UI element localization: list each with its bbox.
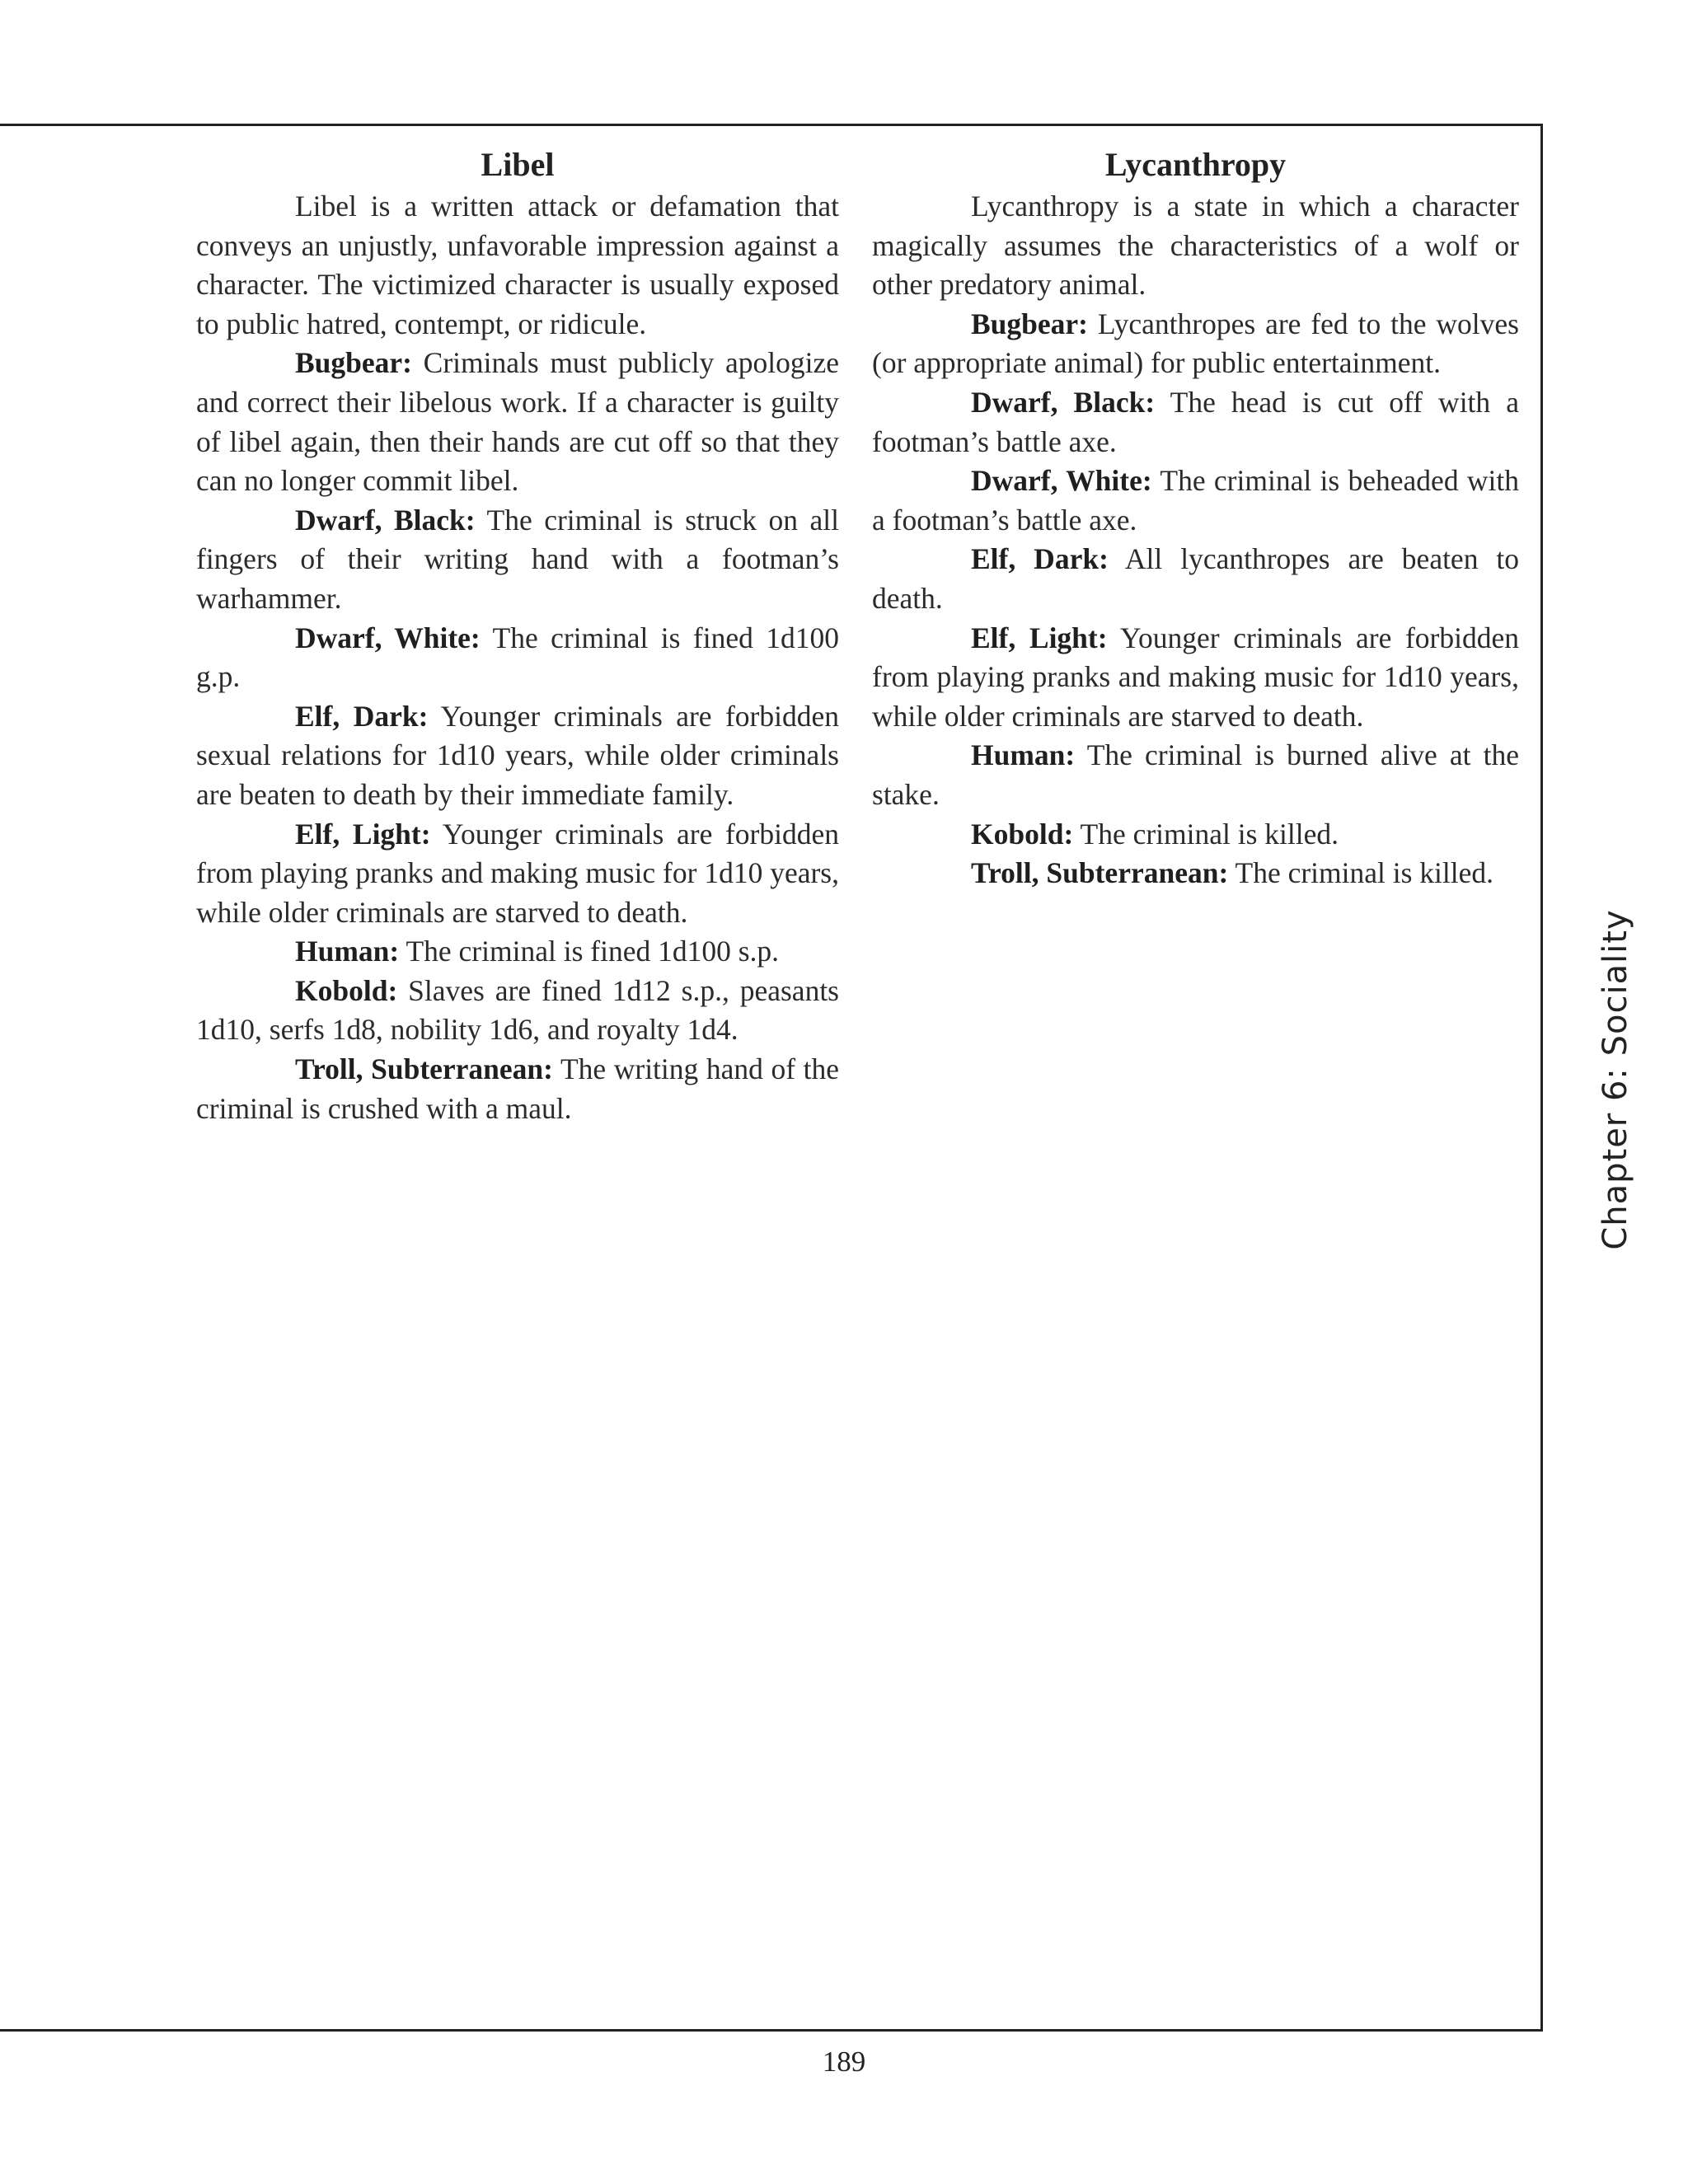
lycanthropy-entry-dwarf-black: [872, 383, 1519, 462]
lycanthropy-heading: Lycanthropy: [1104, 146, 1287, 183]
entry-text: The criminal is killed.: [1228, 856, 1494, 890]
libel-entry-elf-dark: [196, 697, 839, 815]
entry-text: Younger criminals are forbidden from playing pranks and making music for 1d10 years, while older criminals are starved to death.: [872, 621, 1519, 733]
lycanthropy-entry-kobold: [872, 815, 1519, 855]
race-label: Troll, Subterranean:: [971, 856, 1229, 890]
entry-text: Slaves are fined 1d12 s.p., peasants 1d10, serfs 1d8, nobility 1d6, and royalty 1d4.: [196, 973, 839, 1047]
race-label: Dwarf, Black:: [971, 385, 1156, 419]
race-label: Dwarf, White:: [971, 464, 1152, 498]
libel-entry-bugbear: [196, 344, 839, 500]
entry-text: The criminal is burned alive at the stake.: [872, 738, 1519, 811]
entry-text: Criminals must publicly apologize and correct their libelous work. If a character is guilty of libel again, then their hands are cut off so that they can no longer commit libel.: [196, 346, 839, 498]
libel-entry-kobold: [196, 972, 839, 1050]
race-label: Bugbear:: [971, 307, 1088, 340]
lycanthropy-column: [872, 144, 1519, 893]
race-label: Elf, Dark:: [971, 542, 1109, 576]
entry-text: The criminal is beheaded with a footman’s battle axe.: [872, 464, 1520, 537]
entry-text: Younger criminals are forbidden sexual relations for 1d10 years, while older criminals are beaten to death by their immediate family.: [196, 699, 840, 811]
lycanthropy-entry-dwarf-white: [872, 462, 1519, 540]
entry-text: The criminal is struck on all fingers of their writing hand with a footman’s warhammer.: [196, 503, 840, 615]
lycanthropy-entry-troll-subterranean: [872, 854, 1519, 893]
race-label: Elf, Light:: [295, 817, 431, 851]
entry-text: Younger criminals are forbidden from playing pranks and making music for 1d10 years, while older criminals are starved to death.: [196, 817, 839, 929]
page-number: 189: [822, 2046, 866, 2078]
race-label: Dwarf, White:: [295, 621, 481, 654]
entry-text: All lycanthropes are beaten to death.: [872, 542, 1520, 615]
race-label: Dwarf, Black:: [295, 503, 476, 537]
entry-text: Lycanthropes are fed to the wolves (or appropriate animal) for public entertainment.: [872, 307, 1519, 380]
race-label: Elf, Dark:: [295, 699, 429, 733]
entry-text: The criminal is fined 1d100 g.p.: [196, 621, 839, 694]
race-label: Bugbear:: [295, 346, 412, 380]
libel-entry-elf-light: [196, 815, 839, 933]
race-label: Elf, Light:: [971, 621, 1108, 654]
libel-entry-troll-subterranean: [196, 1050, 839, 1128]
race-label: Kobold:: [295, 973, 398, 1007]
lycanthropy-entry-elf-light: [872, 619, 1519, 737]
race-label: Troll, Subterranean:: [295, 1052, 553, 1086]
libel-entry-dwarf-black: [196, 501, 839, 619]
entry-text: The head is cut off with a footman’s battle axe.: [872, 385, 1520, 458]
libel-entry-dwarf-white: [196, 619, 839, 697]
lycanthropy-entry-elf-dark: [872, 540, 1519, 618]
race-label: Human:: [971, 738, 1076, 772]
lycanthropy-entry-human: [872, 736, 1519, 814]
entry-text: The criminal is fined 1d100 s.p.: [399, 935, 780, 968]
chapter-tab: Chapter 6: Sociality: [1597, 909, 1634, 1250]
entry-text: The writing hand of the criminal is crushed with a maul.: [196, 1052, 840, 1125]
libel-column: [196, 144, 839, 1128]
race-label: Human:: [295, 935, 400, 968]
entry-text: The criminal is killed.: [1073, 817, 1339, 851]
race-label: Kobold:: [971, 817, 1074, 851]
libel-intro: Libel is a written attack or defamation that conveys an unjustly, unfavorable impression against a character. The victimized character is usually exposed to public hatred, contempt, or ridicule.: [196, 190, 839, 340]
libel-heading: Libel: [481, 146, 555, 183]
lycanthropy-entry-bugbear: [872, 305, 1519, 383]
lycanthropy-intro: Lycanthropy is a state in which a character magically assumes the characteristics of a wolf or other predatory animal.: [872, 190, 1519, 302]
libel-entry-human: [196, 932, 839, 972]
